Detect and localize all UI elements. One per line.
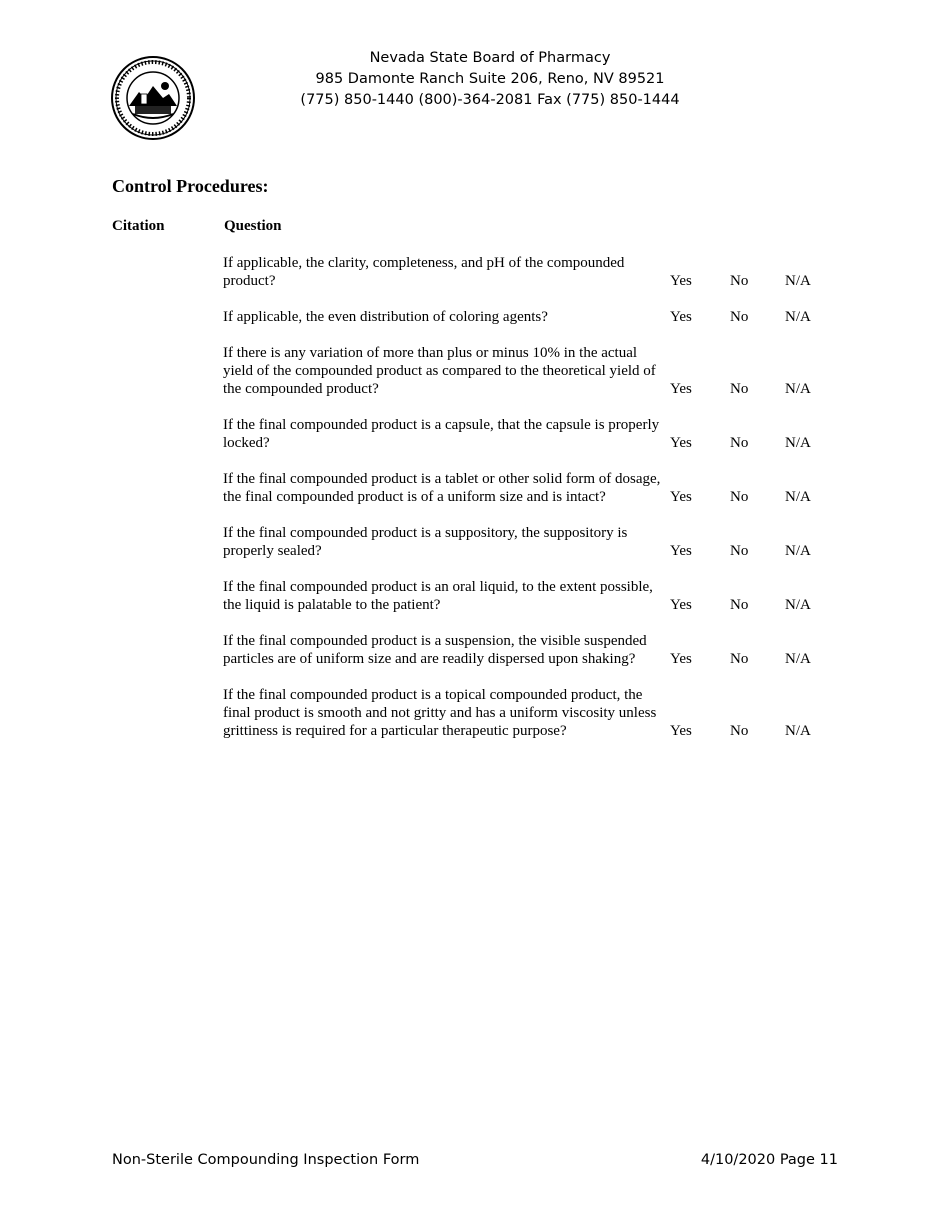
answer-yes[interactable]: Yes (670, 597, 692, 613)
question-row (223, 308, 823, 326)
answer-yes[interactable]: Yes (670, 435, 692, 451)
question-text: If the final compounded product is a suppository, the suppository is properly sealed? (223, 525, 628, 559)
answer-na[interactable]: N/A (785, 273, 811, 289)
agency-name: Nevada State Board of Pharmacy (369, 50, 611, 66)
answer-no[interactable]: No (730, 273, 749, 289)
agency-address: 985 Damonte Ranch Suite 206, Reno, NV 89521 (315, 71, 665, 87)
footer-date-page: 4/10/2020 Page 11 (700, 1152, 838, 1168)
question-row (223, 416, 823, 452)
answer-yes[interactable]: Yes (670, 651, 692, 667)
answer-yes[interactable]: Yes (670, 381, 692, 397)
question-column-header: Question (224, 218, 282, 234)
question-text: If the final compounded product is an oral liquid, to the extent possible, the liquid is palatable to the patient? (223, 579, 653, 613)
answer-no[interactable]: No (730, 543, 749, 559)
answer-yes[interactable]: Yes (670, 489, 692, 505)
answer-yes[interactable]: Yes (670, 273, 692, 289)
question-row (223, 470, 823, 506)
question-row (223, 632, 823, 668)
footer-form-name: Non-Sterile Compounding Inspection Form (112, 1152, 420, 1168)
answer-na[interactable]: N/A (785, 597, 811, 613)
question-text: If the final compounded product is a tablet or other solid form of dosage, the final compounded product is of a uniform size and is intact? (223, 471, 661, 505)
answer-yes[interactable]: Yes (670, 543, 692, 559)
answer-no[interactable]: No (730, 435, 749, 451)
question-list (223, 254, 823, 758)
question-row (223, 344, 823, 398)
question-text: If the final compounded product is a suspension, the visible suspended particles are of uniform size and are readily dispersed upon shaking? (223, 633, 647, 667)
question-text: If the final compounded product is a topical compounded product, the final product is smooth and not gritty and has a uniform viscosity unless grittiness is required for a particular therapeutic purpose? (223, 687, 657, 739)
agency-header (300, 48, 680, 111)
answer-na[interactable]: N/A (785, 489, 811, 505)
answer-no[interactable]: No (730, 651, 749, 667)
answer-na[interactable]: N/A (785, 309, 811, 325)
answer-yes[interactable]: Yes (670, 309, 692, 325)
answer-na[interactable]: N/A (785, 381, 811, 397)
state-seal-icon (111, 56, 195, 140)
question-row (223, 578, 823, 614)
citation-column-header: Citation (112, 218, 165, 234)
answer-no[interactable]: No (730, 597, 749, 613)
question-row (223, 524, 823, 560)
question-text: If there is any variation of more than plus or minus 10% in the actual yield of the compounded product as compared to the theoretical yield of the compounded product? (223, 345, 656, 397)
answer-na[interactable]: N/A (785, 543, 811, 559)
answer-no[interactable]: No (730, 723, 749, 739)
question-row (223, 686, 823, 740)
answer-no[interactable]: No (730, 309, 749, 325)
question-text: If the final compounded product is a capsule, that the capsule is properly locked? (223, 417, 660, 451)
answer-na[interactable]: N/A (785, 651, 811, 667)
question-row (223, 254, 823, 290)
answer-no[interactable]: No (730, 381, 749, 397)
section-title: Control Procedures: (112, 176, 269, 196)
agency-phones: (775) 850-1440 (800)-364-2081 Fax (775) 850-1444 (300, 92, 680, 108)
answer-na[interactable]: N/A (785, 723, 811, 739)
question-text: If applicable, the even distribution of coloring agents? (223, 309, 548, 325)
answer-na[interactable]: N/A (785, 435, 811, 451)
question-text: If applicable, the clarity, completeness, and pH of the compounded product? (223, 255, 625, 289)
answer-yes[interactable]: Yes (670, 723, 692, 739)
answer-no[interactable]: No (730, 489, 749, 505)
